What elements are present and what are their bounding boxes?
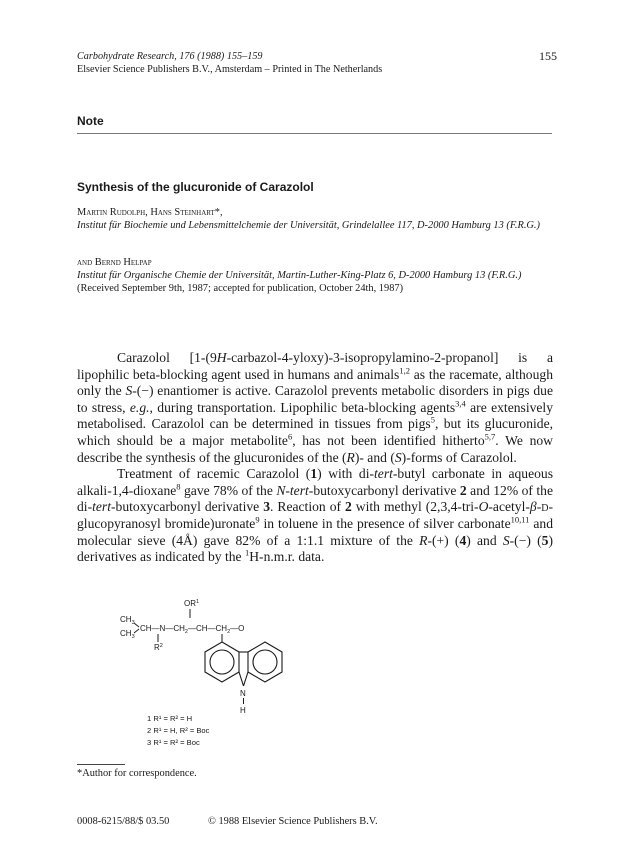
received-dates: (Received September 9th, 1987; accepted for publication, October 24th, 1987) (77, 283, 404, 294)
compound-labels (147, 713, 209, 749)
running-header (77, 50, 557, 76)
ch3-upper: $CH_3$ (120, 615, 135, 626)
paragraph-2: Treatment of racemic Carazolol (1) with di-tert-butyl carbonate in aqueous alkali-1,4-dioxane$^8$ gave 78% of the N-tert-butoxycarbonyl derivative 2 and 12% of the di-tert-butoxycarbonyl derivative 3. Reaction of 2 with methyl (2,3,4-tri-O-acetyl-β-d-glucopyranosyl bromide)uronate$^9$ in toluene in the presence of silver carbonate$^{10,11}$ and molecular sieve (4Å) gave 82% of a 1:1.1 mixture of the R-(+) (4) and S-(−) (5) derivatives as indicated by the $^1$H-n.m.r. data. (77, 466, 553, 565)
ch3-lower: $CH_3$ (120, 629, 135, 640)
journal-line: Carbohydrate Research, 176 (1988) 155–159 (77, 51, 263, 62)
ring-h: H (240, 706, 246, 715)
or1-label: $OR^1$ (184, 599, 200, 608)
carbazole-rings (205, 642, 282, 686)
paragraph-1: Carazolol [1-(9H-carbazol-4-yloxy)-3-isopropylamino-2-propanol] is a lipophilic beta-blocking agent used in humans and animals$^{1,2}$ as the racemate, although only the S-(−) enantiomer is active. Carazolol prevents metabolic disorders in pigs due to stress, e.g., during transportation. Lipophilic beta-blocking agents$^{3,4}$ are extensively metabolised. Carazolol can be determined in tissues from pigs$^5$, but its glucuronide, which should be a major metabolite$^6$, has not been identified hitherto$^{5,7}$. We now describe the synthesis of the glucuronides of the (R)- and (S)-forms of Carazolol. (77, 350, 554, 465)
section-label: Note (77, 114, 104, 128)
compound-2-label: 2 R¹ = H, R² = Boc (147, 726, 210, 735)
author-block-1 (77, 206, 557, 232)
r2-label: $R^2$ (154, 643, 163, 652)
page-number: 155 (539, 49, 557, 63)
ring-n: N (240, 689, 246, 698)
issn-code: 0008-6215/88/$ 03.50 (77, 816, 170, 827)
author-names-2: and Bernd Helpap (77, 257, 152, 268)
bond-ch3-b (134, 629, 139, 633)
header-rule (77, 133, 552, 134)
author-block-2 (77, 256, 557, 295)
correspondence-footnote: *Author for correspondence. (77, 768, 197, 779)
publisher-line: Elsevier Science Publishers B.V., Amsterdam – Printed in The Netherlands (77, 64, 383, 75)
footnote-rule (77, 764, 125, 765)
bond-ch3-a (134, 623, 139, 627)
page-footer (77, 816, 378, 827)
author-names-1: Martin Rudolph, Hans Steinhart*, (77, 207, 223, 218)
article-body (77, 350, 553, 566)
compound-1-label: 1 R¹ = R² = H (147, 714, 193, 723)
copyright-line: © 1988 Elsevier Science Publishers B.V. (207, 816, 378, 827)
affiliation-1: Institut für Biochemie und Lebensmittelchemie der Universität, Grindelallee 117, D-2000 Hamburg 13 (F.R.G.) (77, 220, 540, 231)
compound-3-label: 3 R¹ = R² = Boc (147, 738, 200, 747)
affiliation-2: Institut für Organische Chemie der Universität, Martin-Luther-King-Platz 6, D-2000 Hamburg 13 (F.R.G.) (77, 270, 522, 281)
main-chain: $CH—N—CH_2—CH—CH_2—O$ (140, 624, 245, 635)
article-title: Synthesis of the glucuronide of Carazolol (77, 180, 314, 194)
